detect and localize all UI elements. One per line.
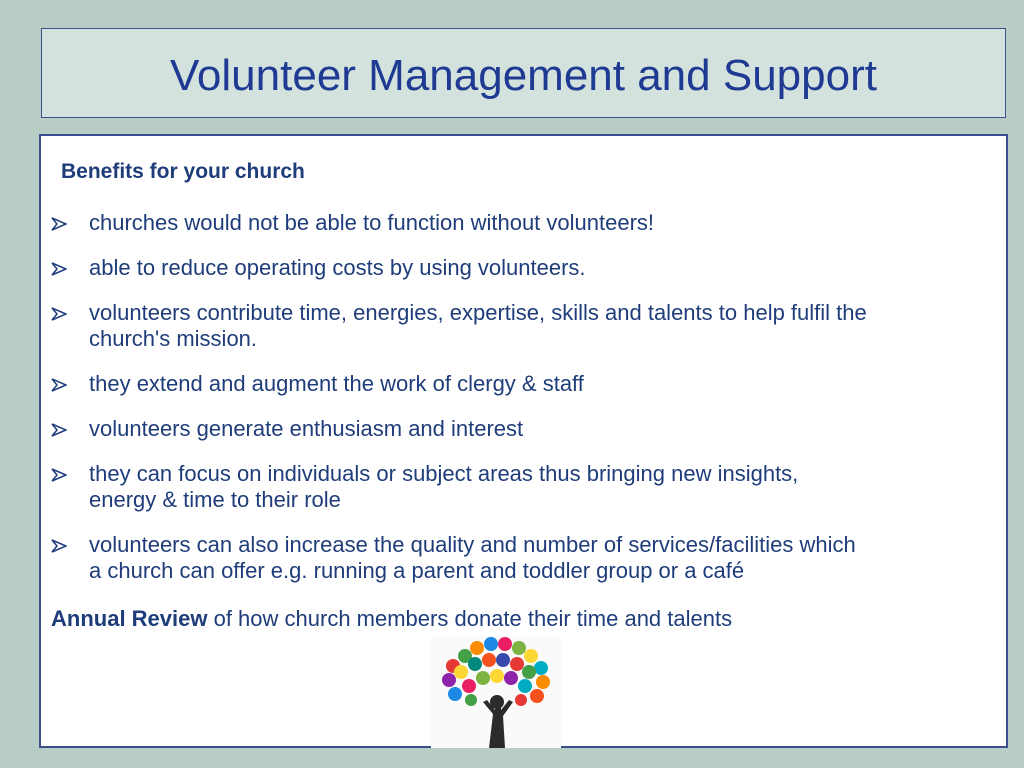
- bullet-line: volunteers can also increase the quality and number of services/facilities which: [89, 532, 856, 557]
- bullet-item: [41, 255, 1006, 281]
- arrowhead-bullet-icon: [51, 378, 67, 392]
- bullet-item: [41, 461, 1006, 513]
- bullet-line: volunteers generate enthusiasm and interest: [89, 416, 524, 441]
- arrowhead-bullet-icon: [51, 262, 67, 276]
- content-box: [39, 134, 1008, 748]
- annual-review-text: of how church members donate their time and talents: [207, 606, 733, 631]
- bullet-item: [41, 532, 1006, 584]
- arrowhead-bullet-icon: [51, 423, 67, 437]
- bullet-line: they can focus on individuals or subject areas thus bringing new insights,: [89, 461, 799, 486]
- title-box: [41, 28, 1006, 118]
- subheading: Benefits for your church: [61, 160, 305, 183]
- bullet-line: volunteers contribute time, energies, expertise, skills and talents to help fulfil the: [89, 300, 867, 325]
- arrowhead-bullet-icon: [51, 539, 67, 553]
- slide-title: Volunteer Management and Support: [170, 51, 877, 100]
- bullet-line: able to reduce operating costs by using volunteers.: [89, 255, 586, 280]
- bullet-item: [41, 371, 1006, 397]
- arrowhead-bullet-icon: [51, 468, 67, 482]
- hand-tree-illustration: [431, 636, 561, 748]
- arrowhead-bullet-icon: [51, 307, 67, 321]
- bullet-item: [41, 300, 1006, 352]
- arrowhead-bullet-icon: [51, 217, 67, 231]
- tree-trunk: [483, 695, 513, 748]
- bullet-line: they extend and augment the work of clergy & staff: [89, 371, 584, 396]
- annual-review-bold: Annual Review: [51, 606, 208, 631]
- annual-review-line: [51, 606, 732, 632]
- bullet-line: energy & time to their role: [89, 487, 341, 512]
- bullet-item: [41, 210, 1006, 236]
- bullet-list: [41, 210, 1006, 584]
- bullet-item: [41, 416, 1006, 442]
- bullet-line: churches would not be able to function without volunteers!: [89, 210, 655, 235]
- bullet-line: a church can offer e.g. running a parent and toddler group or a café: [89, 558, 745, 583]
- bullet-line: church's mission.: [89, 326, 258, 351]
